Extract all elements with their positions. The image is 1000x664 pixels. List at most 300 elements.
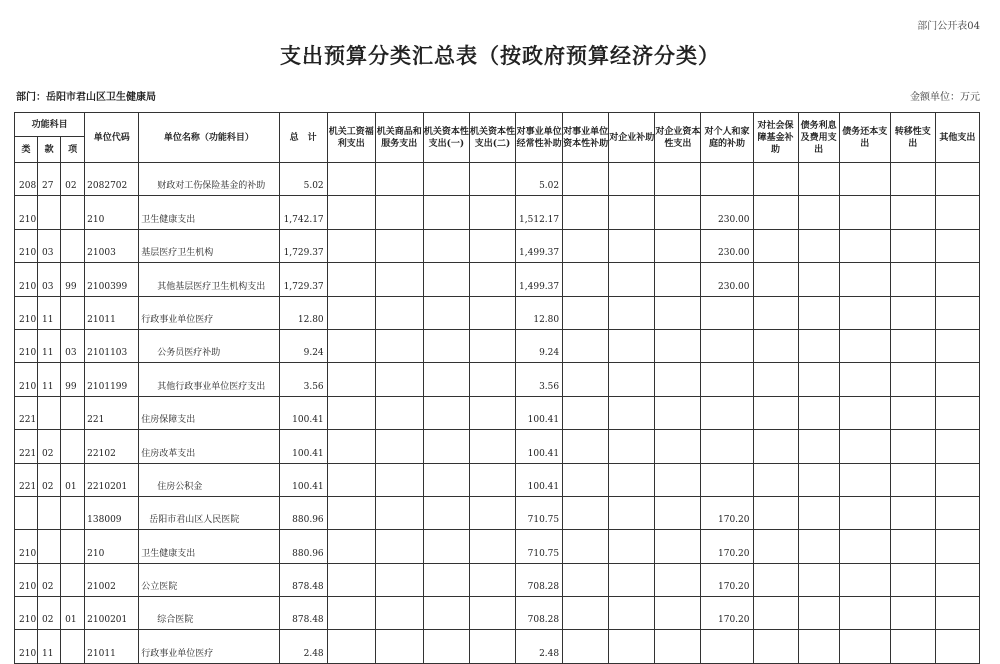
amount-cell <box>375 563 423 596</box>
amount-cell <box>701 296 753 329</box>
code-cell: 2100201 <box>85 597 139 630</box>
amount-cell <box>655 396 701 429</box>
code-cell: 138009 <box>85 496 139 529</box>
amount-cell <box>890 496 935 529</box>
amount-cell <box>563 263 609 296</box>
amount-cell: 170.20 <box>701 530 753 563</box>
econ-header: 机关商品和服务支出 <box>375 113 423 163</box>
amount-cell <box>753 229 798 262</box>
amount-cell: 100.41 <box>516 430 563 463</box>
lei-cell: 210 <box>15 530 38 563</box>
name-cell: 住房改革支出 <box>139 430 279 463</box>
amount-cell <box>327 530 375 563</box>
amount-cell <box>375 263 423 296</box>
amount-cell <box>839 563 890 596</box>
xiang-cell: 02 <box>61 163 85 196</box>
amount-cell <box>753 396 798 429</box>
table-row <box>15 263 980 296</box>
amount-cell: 710.75 <box>516 496 563 529</box>
amount-cell <box>423 463 469 496</box>
amount-cell <box>327 463 375 496</box>
amount-cell <box>563 496 609 529</box>
amount-cell <box>798 563 839 596</box>
func-group-header: 功能科目 <box>15 113 85 137</box>
amount-cell <box>935 463 979 496</box>
lei-cell: 210 <box>15 196 38 229</box>
amount-cell <box>655 530 701 563</box>
amount-cell <box>375 530 423 563</box>
amount-cell <box>609 597 655 630</box>
econ-header: 对企业补助 <box>609 113 655 163</box>
name-header: 单位名称（功能科目） <box>139 113 279 163</box>
total-cell: 100.41 <box>279 396 327 429</box>
amount-cell <box>563 430 609 463</box>
amount-cell <box>839 363 890 396</box>
total-cell: 1,729.37 <box>279 263 327 296</box>
amount-cell <box>798 463 839 496</box>
xiang-cell: 01 <box>61 597 85 630</box>
total-header: 总 计 <box>279 113 327 163</box>
amount-cell: 100.41 <box>516 463 563 496</box>
amount-cell <box>701 329 753 362</box>
total-cell: 878.48 <box>279 597 327 630</box>
kuan-cell: 02 <box>38 597 61 630</box>
amount-cell <box>701 430 753 463</box>
amount-cell <box>701 163 753 196</box>
amount-cell <box>890 229 935 262</box>
amount-cell <box>753 296 798 329</box>
name-cell: 其他行政事业单位医疗支出 <box>139 363 279 396</box>
amount-cell <box>375 597 423 630</box>
amount-cell <box>327 196 375 229</box>
amount-cell <box>327 296 375 329</box>
amount-cell <box>753 430 798 463</box>
xiang-cell <box>61 496 85 529</box>
amount-cell <box>798 363 839 396</box>
econ-header: 对事业单位资本性补助 <box>563 113 609 163</box>
amount-cell <box>839 329 890 362</box>
amount-cell <box>753 329 798 362</box>
amount-cell <box>327 363 375 396</box>
amount-cell <box>469 163 515 196</box>
amount-cell <box>327 229 375 262</box>
amount-cell <box>375 363 423 396</box>
amount-cell <box>839 296 890 329</box>
amount-cell <box>563 229 609 262</box>
total-cell: 12.80 <box>279 296 327 329</box>
amount-cell <box>375 229 423 262</box>
table-row <box>15 430 980 463</box>
amount-cell <box>327 329 375 362</box>
amount-cell: 12.80 <box>516 296 563 329</box>
amount-cell <box>469 563 515 596</box>
amount-cell: 9.24 <box>516 329 563 362</box>
amount-cell <box>839 396 890 429</box>
total-cell: 100.41 <box>279 430 327 463</box>
amount-cell <box>655 496 701 529</box>
table-row <box>15 496 980 529</box>
amount-cell <box>469 496 515 529</box>
code-cell: 21011 <box>85 296 139 329</box>
econ-header: 机关资本性支出(二) <box>469 113 515 163</box>
amount-cell <box>890 263 935 296</box>
amount-cell <box>327 430 375 463</box>
amount-cell <box>375 463 423 496</box>
code-cell: 221 <box>85 396 139 429</box>
amount-cell <box>563 329 609 362</box>
amount-cell: 1,499.37 <box>516 263 563 296</box>
amount-cell <box>423 597 469 630</box>
amount-cell <box>563 463 609 496</box>
amount-cell <box>655 430 701 463</box>
amount-cell <box>890 530 935 563</box>
econ-header: 对个人和家庭的补助 <box>701 113 753 163</box>
amount-cell <box>839 463 890 496</box>
amount-cell <box>890 430 935 463</box>
amount-cell: 230.00 <box>701 196 753 229</box>
xiang-cell <box>61 530 85 563</box>
amount-cell <box>798 196 839 229</box>
amount-cell <box>890 597 935 630</box>
econ-header: 债务还本支出 <box>839 113 890 163</box>
amount-cell <box>753 563 798 596</box>
amount-cell <box>753 263 798 296</box>
table-row <box>15 530 980 563</box>
amount-cell <box>563 363 609 396</box>
xiang-cell <box>61 296 85 329</box>
amount-cell <box>375 329 423 362</box>
amount-cell <box>798 329 839 362</box>
xiang-cell <box>61 563 85 596</box>
name-cell: 基层医疗卫生机构 <box>139 229 279 262</box>
amount-cell <box>935 563 979 596</box>
xiang-cell: 99 <box>61 263 85 296</box>
total-cell: 880.96 <box>279 496 327 529</box>
econ-header: 其他支出 <box>935 113 979 163</box>
lei-cell: 221 <box>15 430 38 463</box>
name-cell: 行政事业单位医疗 <box>139 630 279 663</box>
econ-header: 机关工资福利支出 <box>327 113 375 163</box>
kuan-cell <box>38 530 61 563</box>
lei-cell: 210 <box>15 630 38 663</box>
econ-header: 转移性支出 <box>890 113 935 163</box>
table-row <box>15 163 980 196</box>
amount-cell <box>798 229 839 262</box>
name-cell: 卫生健康支出 <box>139 196 279 229</box>
xiang-cell <box>61 430 85 463</box>
amount-cell <box>563 563 609 596</box>
table-row <box>15 296 980 329</box>
lei-cell: 210 <box>15 363 38 396</box>
amount-cell <box>469 263 515 296</box>
amount-cell <box>423 229 469 262</box>
lei-cell: 210 <box>15 296 38 329</box>
lei-cell: 208 <box>15 163 38 196</box>
amount-cell <box>609 329 655 362</box>
total-cell: 3.56 <box>279 363 327 396</box>
page-title: 支出预算分类汇总表（按政府预算经济分类） <box>280 43 720 68</box>
table-row <box>15 363 980 396</box>
amount-cell <box>753 463 798 496</box>
name-cell: 公立医院 <box>139 563 279 596</box>
amount-cell <box>935 296 979 329</box>
amount-cell <box>798 296 839 329</box>
amount-cell <box>609 463 655 496</box>
amount-cell <box>839 496 890 529</box>
lei-cell: 210 <box>15 563 38 596</box>
budget-table <box>14 112 980 664</box>
code-cell: 2101199 <box>85 363 139 396</box>
amount-cell <box>839 263 890 296</box>
table-row <box>15 329 980 362</box>
amount-cell: 230.00 <box>701 263 753 296</box>
amount-cell <box>890 163 935 196</box>
amount-cell <box>375 163 423 196</box>
amount-cell <box>609 263 655 296</box>
kuan-cell: 02 <box>38 563 61 596</box>
total-cell: 1,729.37 <box>279 229 327 262</box>
amount-cell <box>753 196 798 229</box>
amount-unit: 金额单位：万元 <box>910 92 980 103</box>
amount-cell <box>375 430 423 463</box>
amount-cell <box>701 363 753 396</box>
xiang-cell: 99 <box>61 363 85 396</box>
amount-cell <box>327 396 375 429</box>
econ-header: 对事业单位经常性补助 <box>516 113 563 163</box>
amount-cell <box>798 396 839 429</box>
kuan-cell <box>38 196 61 229</box>
amount-cell <box>375 396 423 429</box>
xiang-cell <box>61 396 85 429</box>
kuan-cell <box>38 496 61 529</box>
amount-cell <box>890 329 935 362</box>
name-cell: 其他基层医疗卫生机构支出 <box>139 263 279 296</box>
table-row <box>15 196 980 229</box>
lei-cell: 221 <box>15 463 38 496</box>
amount-cell <box>655 329 701 362</box>
amount-cell <box>609 229 655 262</box>
amount-cell <box>935 263 979 296</box>
amount-cell <box>423 530 469 563</box>
name-cell: 综合医院 <box>139 597 279 630</box>
amount-cell <box>935 530 979 563</box>
form-id: 部门公开表04 <box>917 21 980 32</box>
total-cell: 9.24 <box>279 329 327 362</box>
amount-cell <box>798 496 839 529</box>
amount-cell <box>469 196 515 229</box>
amount-cell <box>563 396 609 429</box>
lei-cell: 210 <box>15 229 38 262</box>
department-label: 部门：岳阳市君山区卫生健康局 <box>16 92 156 103</box>
total-cell: 880.96 <box>279 530 327 563</box>
amount-cell <box>469 530 515 563</box>
amount-cell <box>935 229 979 262</box>
amount-cell: 170.20 <box>701 563 753 596</box>
code-cell: 21003 <box>85 229 139 262</box>
amount-cell: 708.28 <box>516 563 563 596</box>
name-cell: 公务员医疗补助 <box>139 329 279 362</box>
kuan-cell: 11 <box>38 630 61 663</box>
amount-cell <box>469 463 515 496</box>
amount-cell <box>935 396 979 429</box>
code-cell: 21011 <box>85 630 139 663</box>
amount-cell <box>798 530 839 563</box>
amount-cell <box>327 496 375 529</box>
lei-cell: 210 <box>15 263 38 296</box>
amount-cell: 230.00 <box>701 229 753 262</box>
amount-cell <box>839 430 890 463</box>
amount-cell <box>655 563 701 596</box>
code-cell: 2101103 <box>85 329 139 362</box>
amount-cell <box>839 229 890 262</box>
table-row <box>15 229 980 262</box>
amount-cell <box>935 196 979 229</box>
kuan-cell: 02 <box>38 463 61 496</box>
amount-cell <box>375 496 423 529</box>
xiang-cell: 03 <box>61 329 85 362</box>
amount-cell: 1,512.17 <box>516 196 563 229</box>
amount-cell <box>655 463 701 496</box>
table-row <box>15 597 980 630</box>
code-cell: 2100399 <box>85 263 139 296</box>
amount-cell <box>655 163 701 196</box>
name-cell: 卫生健康支出 <box>139 530 279 563</box>
amount-cell <box>935 363 979 396</box>
kuan-header: 款 <box>38 137 61 163</box>
amount-cell <box>423 163 469 196</box>
total-cell: 5.02 <box>279 163 327 196</box>
kuan-cell: 11 <box>38 329 61 362</box>
amount-cell <box>469 296 515 329</box>
amount-cell: 3.56 <box>516 363 563 396</box>
amount-cell <box>469 396 515 429</box>
xiang-header: 项 <box>61 137 85 163</box>
xiang-cell <box>61 196 85 229</box>
amount-cell <box>563 196 609 229</box>
amount-cell <box>423 430 469 463</box>
amount-cell <box>798 430 839 463</box>
amount-cell <box>890 196 935 229</box>
amount-cell <box>890 296 935 329</box>
name-cell: 行政事业单位医疗 <box>139 296 279 329</box>
econ-header: 对企业资本性支出 <box>655 113 701 163</box>
code-cell: 2082702 <box>85 163 139 196</box>
amount-cell <box>423 196 469 229</box>
code-header: 单位代码 <box>85 113 139 163</box>
kuan-cell: 03 <box>38 229 61 262</box>
amount-cell <box>375 196 423 229</box>
amount-cell <box>655 296 701 329</box>
amount-cell <box>655 229 701 262</box>
amount-cell <box>423 329 469 362</box>
amount-cell <box>563 163 609 196</box>
amount-cell: 5.02 <box>516 163 563 196</box>
total-cell: 2.48 <box>279 630 327 663</box>
amount-cell <box>609 496 655 529</box>
amount-cell <box>655 196 701 229</box>
amount-cell <box>423 496 469 529</box>
amount-cell <box>798 163 839 196</box>
amount-cell <box>935 496 979 529</box>
amount-cell <box>701 463 753 496</box>
lei-cell: 210 <box>15 597 38 630</box>
amount-cell <box>890 463 935 496</box>
amount-cell <box>563 597 609 630</box>
amount-cell <box>469 329 515 362</box>
amount-cell <box>423 363 469 396</box>
table-row <box>15 563 980 596</box>
table-row <box>15 396 980 429</box>
amount-cell <box>327 263 375 296</box>
amount-cell: 2.48 <box>516 630 563 663</box>
kuan-cell: 02 <box>38 430 61 463</box>
amount-cell <box>655 263 701 296</box>
amount-cell <box>753 363 798 396</box>
amount-cell <box>423 263 469 296</box>
amount-cell <box>798 263 839 296</box>
code-cell: 21002 <box>85 563 139 596</box>
xiang-cell <box>61 229 85 262</box>
name-cell: 财政对工伤保险基金的补助 <box>139 163 279 196</box>
amount-cell <box>753 496 798 529</box>
kuan-cell <box>38 396 61 429</box>
amount-cell: 170.20 <box>701 597 753 630</box>
xiang-cell: 01 <box>61 463 85 496</box>
econ-header: 机关资本性支出(一) <box>423 113 469 163</box>
amount-cell <box>609 563 655 596</box>
amount-cell: 170.20 <box>701 496 753 529</box>
amount-cell <box>375 296 423 329</box>
kuan-cell: 27 <box>38 163 61 196</box>
amount-cell <box>609 430 655 463</box>
kuan-cell: 11 <box>38 296 61 329</box>
amount-cell: 710.75 <box>516 530 563 563</box>
amount-cell <box>839 163 890 196</box>
amount-cell <box>609 363 655 396</box>
amount-cell <box>655 597 701 630</box>
kuan-cell: 11 <box>38 363 61 396</box>
amount-cell <box>935 430 979 463</box>
amount-cell <box>423 296 469 329</box>
amount-cell <box>839 530 890 563</box>
amount-cell <box>753 530 798 563</box>
code-cell: 22102 <box>85 430 139 463</box>
amount-cell <box>890 563 935 596</box>
econ-header: 债务利息及费用支出 <box>798 113 839 163</box>
amount-cell <box>609 163 655 196</box>
name-cell: 住房保障支出 <box>139 396 279 429</box>
code-cell: 2210201 <box>85 463 139 496</box>
lei-header: 类 <box>15 137 38 163</box>
amount-cell <box>890 363 935 396</box>
amount-cell <box>327 163 375 196</box>
name-cell: 岳阳市君山区人民医院 <box>139 496 279 529</box>
amount-cell <box>469 229 515 262</box>
name-cell: 住房公积金 <box>139 463 279 496</box>
amount-cell <box>935 597 979 630</box>
lei-cell: 210 <box>15 329 38 362</box>
amount-cell <box>423 563 469 596</box>
code-cell: 210 <box>85 196 139 229</box>
amount-cell <box>327 563 375 596</box>
table-row <box>15 463 980 496</box>
amount-cell <box>701 396 753 429</box>
amount-cell <box>839 597 890 630</box>
amount-cell <box>609 396 655 429</box>
kuan-cell: 03 <box>38 263 61 296</box>
amount-cell <box>423 396 469 429</box>
amount-cell <box>469 597 515 630</box>
